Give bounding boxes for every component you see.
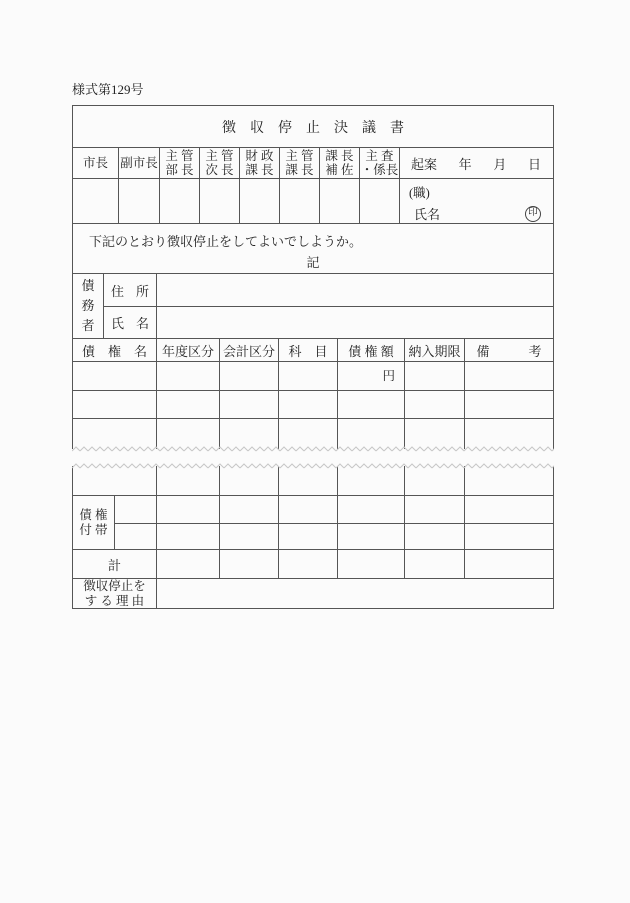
stamp-cell-assistant-section-chief[interactable]	[319, 178, 359, 223]
claims-cell[interactable]	[219, 390, 278, 418]
claims-cell[interactable]	[278, 523, 337, 549]
claims-cell[interactable]	[278, 495, 337, 523]
official-deputy-dept-chief	[199, 148, 239, 178]
claims-cell[interactable]	[156, 361, 219, 390]
claims-cell[interactable]	[73, 390, 156, 418]
tear-edge-top-table	[72, 445, 554, 453]
claims-cell[interactable]	[73, 361, 156, 390]
debtor-group-label-text: 債務者	[81, 278, 95, 333]
lower-form-section	[72, 466, 554, 609]
stamp-cell-mayor[interactable]	[73, 178, 118, 223]
signer-area[interactable]	[399, 178, 553, 223]
form-number: 様式第129号	[72, 82, 144, 97]
stamp-cell-examiner-subsection-chief[interactable]	[359, 178, 399, 223]
claims-cell[interactable]	[337, 466, 404, 495]
official-label-line: 部 長	[165, 163, 194, 177]
draft-day-label: 日	[527, 156, 541, 172]
official-dept-chief	[159, 148, 199, 178]
official-section-chief	[279, 148, 319, 178]
stamp-cell-dept-chief[interactable]	[159, 178, 199, 223]
total-label: 計	[73, 549, 156, 578]
col-header-claim-amount: 債 権 額	[337, 339, 404, 361]
official-finance-section-chief	[239, 148, 279, 178]
suspension-reason-label: 徴収停止を す る 理 由	[73, 578, 156, 608]
debtor-address-label: 住 所	[103, 274, 156, 306]
draft-month-label: 月	[493, 156, 507, 172]
claims-cell[interactable]	[337, 495, 404, 523]
claims-cell[interactable]	[337, 523, 404, 549]
claims-cell[interactable]	[219, 523, 278, 549]
message-section	[73, 224, 553, 274]
official-label-line: 主 管	[165, 149, 194, 163]
claims-cell[interactable]	[156, 495, 219, 523]
claims-cell[interactable]	[278, 466, 337, 495]
official-label-line: 次 長	[205, 163, 234, 177]
claims-cell[interactable]	[404, 390, 464, 418]
claims-cell[interactable]	[464, 495, 553, 523]
yen-unit-label: 円	[382, 369, 395, 383]
signer-title-label: (職)	[409, 186, 430, 200]
debtor-section	[73, 274, 553, 339]
claims-cell[interactable]	[404, 466, 464, 495]
official-label-line: 主 管	[285, 149, 314, 163]
claims-cell[interactable]	[464, 523, 553, 549]
official-label-line: 財 政	[245, 149, 274, 163]
debtor-group-label	[73, 274, 103, 338]
official-vice-mayor	[118, 148, 159, 178]
form-title: 徴 収 停 止 決 議 書	[73, 106, 553, 148]
debtor-name-label: 氏 名	[103, 306, 156, 338]
total-cell[interactable]	[337, 549, 404, 578]
col-header-subject: 科 目	[278, 339, 337, 361]
claims-cell[interactable]	[464, 390, 553, 418]
total-cell[interactable]	[156, 549, 219, 578]
official-label-line: 主 査	[365, 149, 394, 163]
col-header-fiscal-year: 年度区分	[156, 339, 219, 361]
official-label-line: ・係長	[360, 163, 399, 177]
appended-sub-label-cell[interactable]	[114, 523, 156, 549]
signer-name-label: 氏名	[414, 207, 441, 222]
claims-cell[interactable]	[464, 466, 553, 495]
claims-cell[interactable]	[219, 361, 278, 390]
draft-date-row	[399, 148, 553, 178]
total-cell[interactable]	[219, 549, 278, 578]
col-header-account-class: 会計区分	[219, 339, 278, 361]
col-header-remarks: 備 考	[464, 339, 553, 361]
claims-cell[interactable]	[337, 390, 404, 418]
claims-cell[interactable]	[404, 523, 464, 549]
tear-edge-bottom-table	[72, 462, 554, 470]
claims-table	[73, 339, 553, 449]
claims-cell[interactable]	[464, 361, 553, 390]
official-label-line: 補 佐	[325, 163, 354, 177]
approval-routing-grid	[73, 148, 553, 224]
upper-form-section	[72, 105, 554, 449]
stamp-cell-vice-mayor[interactable]	[118, 178, 159, 223]
official-label-line: 主 管	[205, 149, 234, 163]
official-label-line: 課 長	[245, 163, 274, 177]
official-label-line: 副市長	[120, 156, 158, 170]
official-assistant-section-chief	[319, 148, 359, 178]
claims-cell[interactable]	[73, 466, 156, 495]
claims-cell[interactable]	[156, 523, 219, 549]
draft-label: 起案	[411, 156, 438, 172]
claims-cell[interactable]	[219, 495, 278, 523]
claims-cell[interactable]	[278, 361, 337, 390]
appended-claims-grid	[73, 466, 553, 608]
claims-cell[interactable]	[156, 466, 219, 495]
message-heading: 記	[306, 255, 320, 270]
official-label-line: 市長	[82, 156, 108, 170]
seal-icon: 印	[525, 206, 541, 222]
draft-year-label: 年	[458, 156, 472, 172]
claims-cell[interactable]	[404, 495, 464, 523]
claims-cell[interactable]	[156, 390, 219, 418]
claims-amount-cell[interactable]	[337, 361, 404, 390]
stamp-cell-finance-section-chief[interactable]	[239, 178, 279, 223]
claims-cell[interactable]	[278, 390, 337, 418]
official-mayor	[73, 148, 118, 178]
official-label-line: 課 長	[325, 149, 354, 163]
debtor-name-field[interactable]	[156, 306, 553, 338]
col-header-payment-deadline: 納入期限	[404, 339, 464, 361]
official-label-line: 課 長	[285, 163, 314, 177]
message-body: 下記のとおり徴収停止をしてよいでしようか。	[89, 234, 363, 249]
total-cell[interactable]	[404, 549, 464, 578]
col-header-claim-name: 債 権 名	[81, 343, 147, 359]
stamp-cell-section-chief[interactable]	[279, 178, 319, 223]
total-cell[interactable]	[278, 549, 337, 578]
claims-cell[interactable]	[404, 361, 464, 390]
claims-cell[interactable]	[219, 466, 278, 495]
appended-claims-label: 債 権 付 帯	[73, 495, 114, 549]
official-examiner-subsection-chief	[359, 148, 399, 178]
debtor-address-field[interactable]	[156, 274, 553, 306]
appended-sub-label-cell[interactable]	[114, 495, 156, 523]
stamp-cell-deputy-dept-chief[interactable]	[199, 178, 239, 223]
suspension-reason-field[interactable]	[156, 578, 553, 608]
total-cell[interactable]	[464, 549, 553, 578]
